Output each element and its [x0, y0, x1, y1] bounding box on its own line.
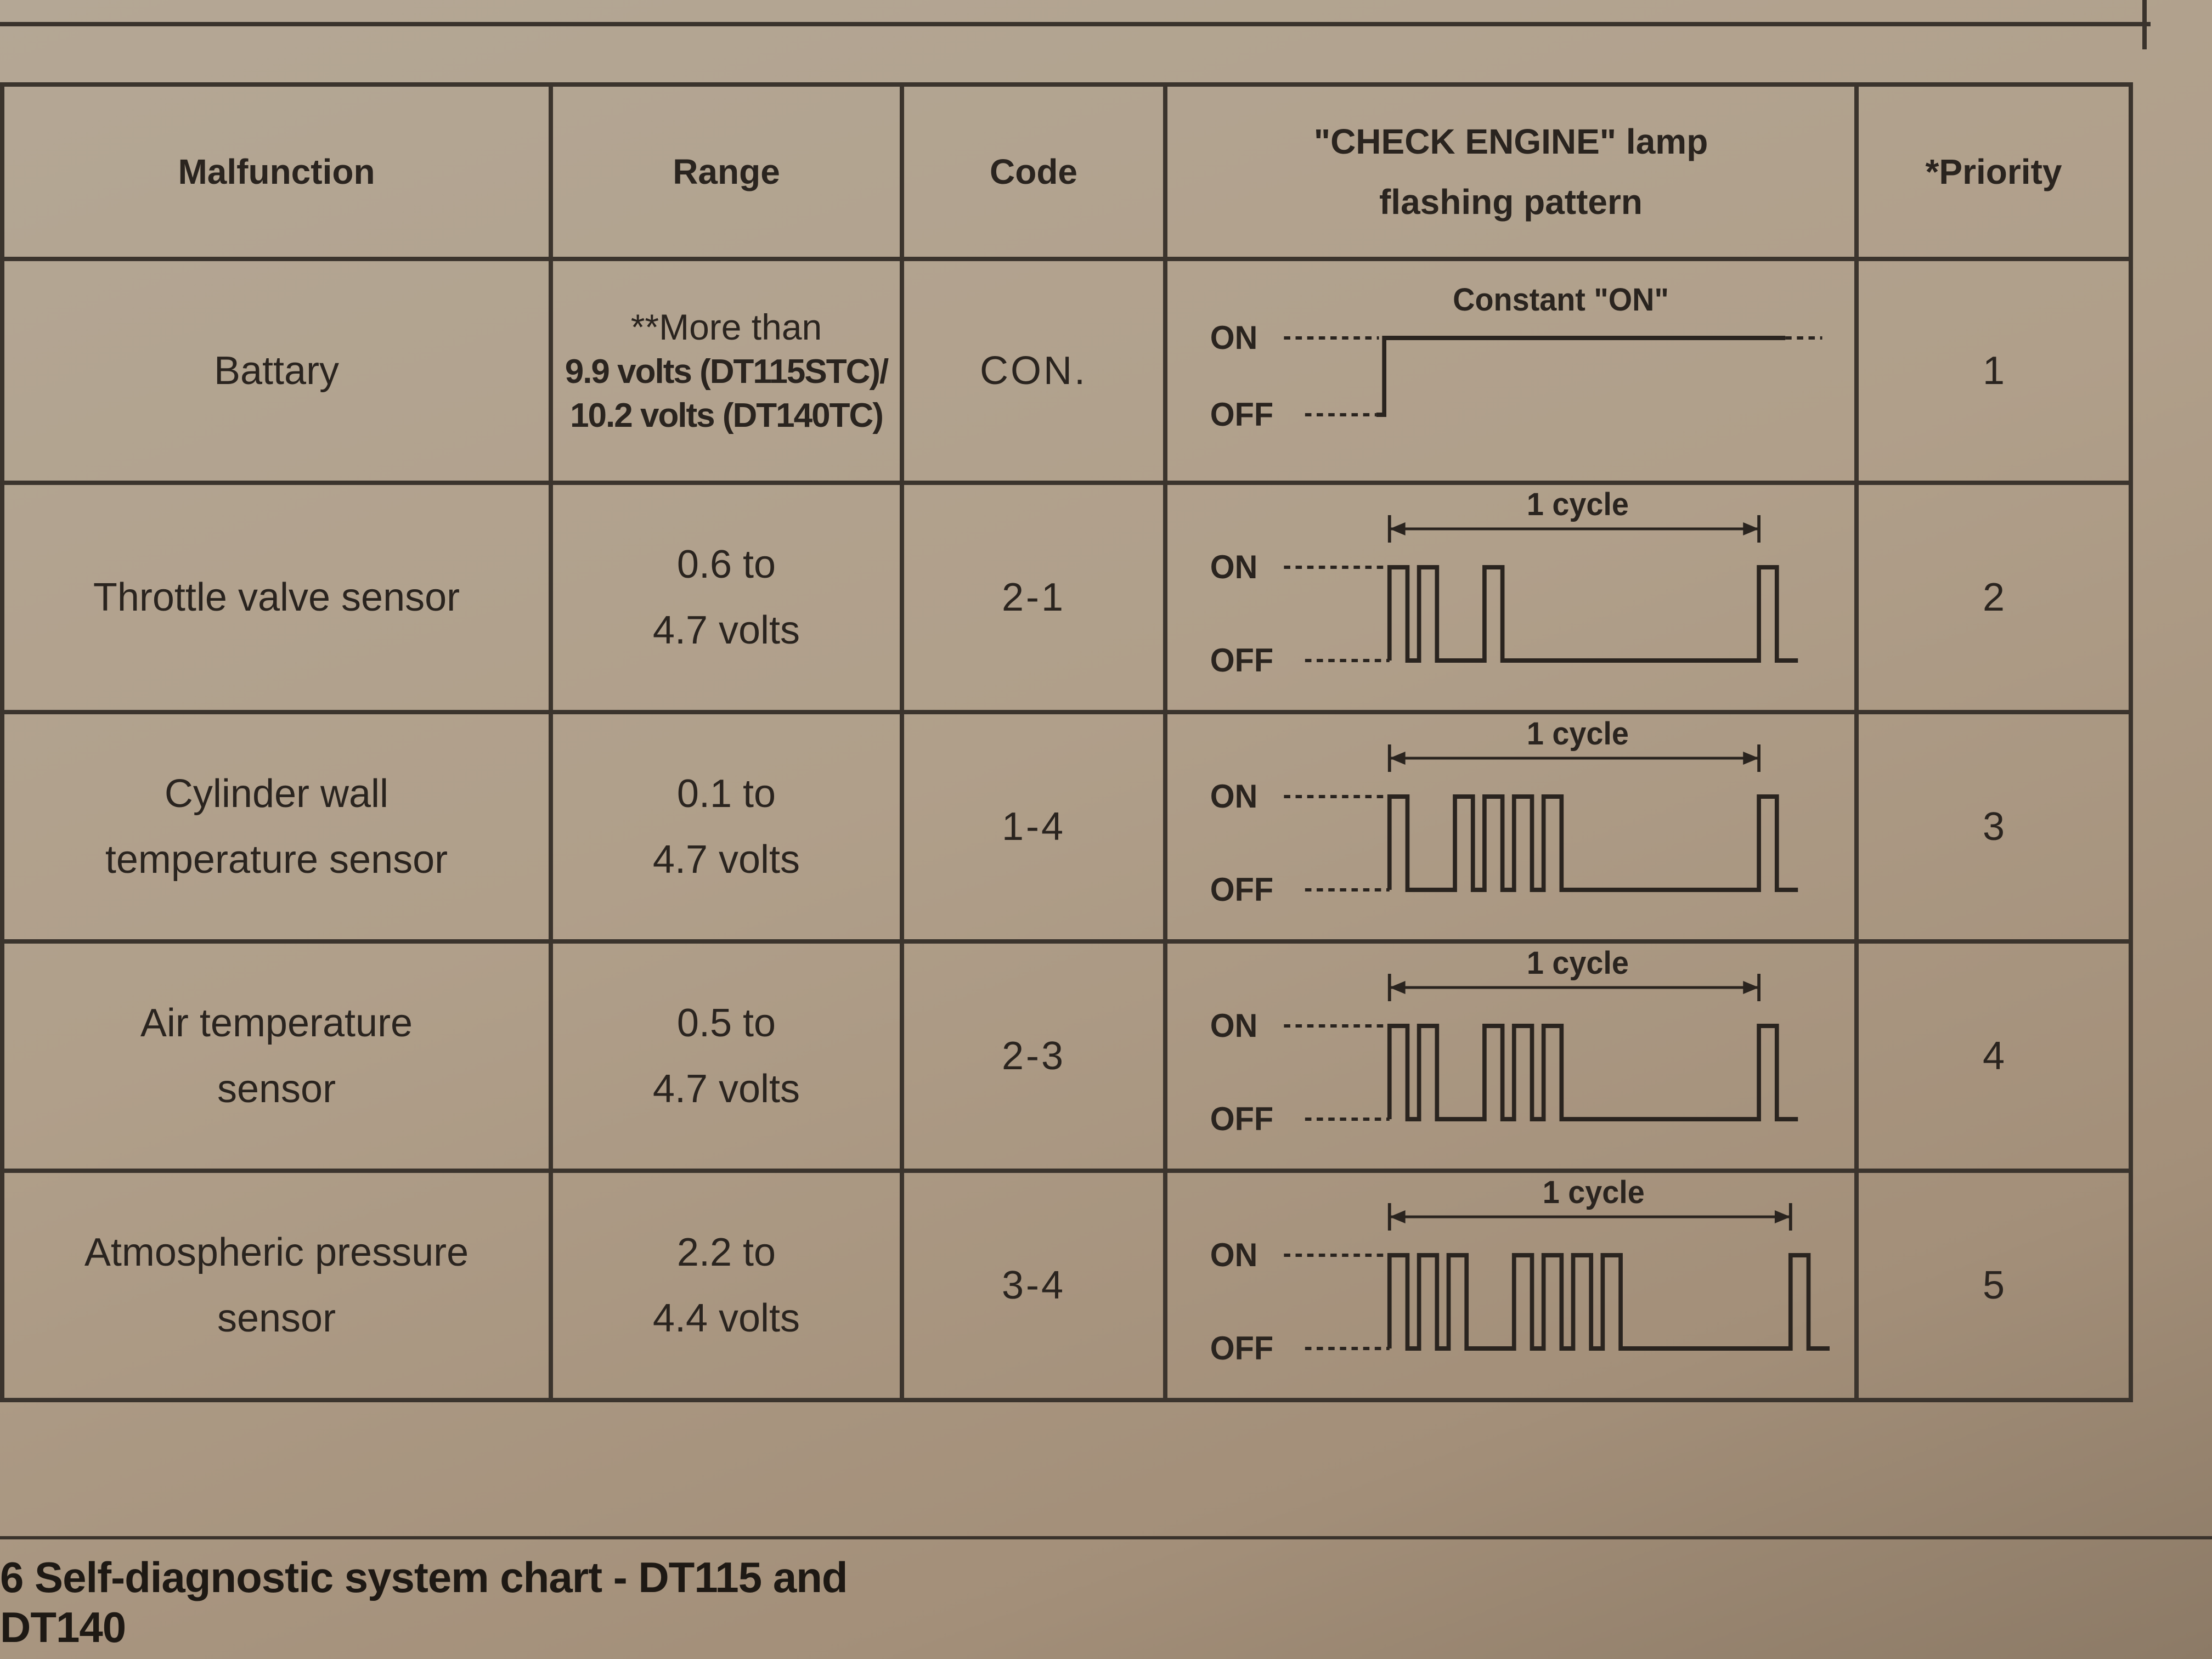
constant-on-pattern [1178, 261, 1843, 481]
header-row [2, 84, 2131, 259]
priority-cell: 1 [1857, 259, 2131, 483]
range-line: 0.1 to [676, 772, 776, 816]
top-frame-corner [2142, 0, 2147, 49]
cycle-label: 1 cycle [1526, 487, 1629, 523]
signal-trace [1376, 338, 1785, 415]
on-label: ON [1210, 549, 1258, 586]
header-code: Code [902, 84, 1165, 259]
malfunction-cell [2, 1171, 551, 1400]
header-priority: *Priority [1857, 84, 2131, 259]
cycle-arrow-head-left [1390, 752, 1406, 765]
malfunction-cell: Battary [2, 259, 551, 483]
self-diagnostic-table [0, 82, 2133, 1402]
code-cell: 1-4 [902, 712, 1165, 941]
range-line: 0.6 to [676, 543, 776, 586]
top-rule [0, 22, 2151, 26]
code-cell: 3-4 [902, 1171, 1165, 1400]
code-cell: 2-1 [902, 483, 1165, 712]
range-line: 4.7 volts [652, 1067, 800, 1111]
header-lamp-line1: "CHECK ENGINE" lamp [1313, 122, 1708, 161]
range-cell [551, 1171, 902, 1400]
cycle-label: 1 cycle [1542, 1175, 1645, 1211]
signal-trace [1390, 1026, 1798, 1119]
range-cell [551, 483, 902, 712]
malfunction-cell [2, 712, 551, 941]
priority-cell: 5 [1857, 1171, 2131, 1400]
range-line: 9.9 volts (DT115STC)/ [565, 353, 888, 391]
pattern-cell [1165, 483, 1857, 712]
header-lamp-line2: flashing pattern [1379, 182, 1643, 222]
table-row [2, 712, 2131, 941]
flash-pattern [1178, 1173, 1843, 1398]
on-label: ON [1210, 778, 1258, 815]
malfunction-line: Air temperature [140, 1001, 413, 1045]
cycle-arrow-head-left [1390, 981, 1406, 994]
off-label: OFF [1210, 1330, 1274, 1367]
header-range: Range [551, 84, 902, 259]
off-label: OFF [1210, 397, 1274, 433]
code-cell: 2-3 [902, 941, 1165, 1171]
malfunction-cell [2, 941, 551, 1171]
pattern-cell [1165, 1171, 1857, 1400]
signal-trace [1390, 797, 1798, 890]
malfunction-line: Atmospheric pressure [84, 1231, 469, 1274]
range-cell [551, 941, 902, 1171]
range-line: 4.4 volts [652, 1296, 800, 1340]
priority-cell: 2 [1857, 483, 2131, 712]
code-cell: CON. [902, 259, 1165, 483]
off-label: OFF [1210, 642, 1274, 679]
range-line: 4.7 volts [652, 608, 800, 652]
header-lamp-pattern [1165, 84, 1857, 259]
flash-pattern [1178, 485, 1843, 710]
range-line: 4.7 volts [652, 838, 800, 882]
table-row [2, 941, 2131, 1171]
footer-rule [0, 1536, 2212, 1539]
on-label: ON [1210, 1237, 1258, 1274]
cycle-arrow-head-right [1775, 1210, 1791, 1223]
signal-trace [1390, 567, 1798, 661]
malfunction-line: sensor [217, 1067, 336, 1111]
cycle-arrow-head-right [1743, 981, 1759, 994]
flash-pattern [1178, 944, 1843, 1169]
pattern-cell [1165, 712, 1857, 941]
malfunction-line: temperature sensor [105, 838, 448, 882]
flash-pattern [1178, 714, 1843, 939]
pattern-cell [1165, 941, 1857, 1171]
range-cell [551, 259, 902, 483]
range-line: **More than [630, 307, 822, 347]
table-row [2, 259, 2131, 483]
cycle-arrow-head-right [1743, 752, 1759, 765]
figure-caption: 6 Self-diagnostic system chart - DT115 and DT140 [0, 1553, 848, 1651]
table-row [2, 483, 2131, 712]
on-label: ON [1210, 320, 1258, 357]
range-cell [551, 712, 902, 941]
cycle-arrow-head-right [1743, 522, 1759, 535]
cycle-arrow-head-left [1390, 1210, 1406, 1223]
off-label: OFF [1210, 1101, 1274, 1138]
on-label: ON [1210, 1008, 1258, 1045]
range-line: 2.2 to [676, 1231, 776, 1274]
cycle-label: 1 cycle [1526, 945, 1629, 981]
pattern-cell [1165, 259, 1857, 483]
malfunction-line: sensor [217, 1296, 336, 1340]
constant-on-label: Constant "ON" [1453, 282, 1669, 318]
range-line: 0.5 to [676, 1001, 776, 1045]
cycle-arrow-head-left [1390, 522, 1406, 535]
cycle-label: 1 cycle [1526, 716, 1629, 752]
off-label: OFF [1210, 872, 1274, 909]
table-row [2, 1171, 2131, 1400]
malfunction-line: Cylinder wall [164, 772, 389, 816]
priority-cell: 4 [1857, 941, 2131, 1171]
priority-cell: 3 [1857, 712, 2131, 941]
signal-trace [1390, 1255, 1830, 1348]
range-line: 10.2 volts (DT140TC) [570, 397, 883, 435]
header-malfunction: Malfunction [2, 84, 551, 259]
malfunction-cell: Throttle valve sensor [2, 483, 551, 712]
